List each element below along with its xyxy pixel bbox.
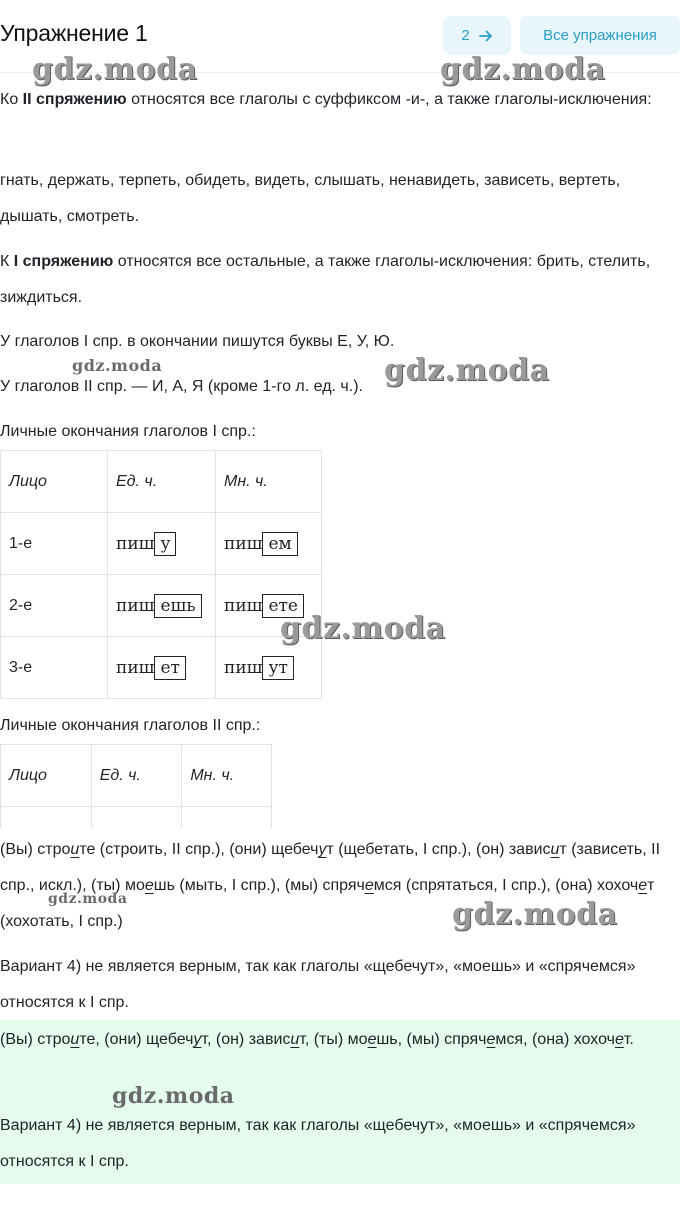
conjugation-table-1 <box>0 450 322 699</box>
table-header-singular: Ед. ч. <box>91 745 182 807</box>
table-cell-singular: пиш ет <box>108 637 216 699</box>
table-header-person: Лицо <box>1 745 92 807</box>
table-header-person: Лицо <box>1 451 108 513</box>
watermark-logo: gdz.moda <box>440 52 606 87</box>
table-row <box>1 513 322 575</box>
all-exercises-button[interactable]: Все упражнения <box>520 16 680 55</box>
page-title: Упражнение 1 <box>0 20 148 46</box>
arrow-right-icon <box>479 29 493 43</box>
table2-caption: Личные окончания глаголов II спр.: <box>0 717 261 734</box>
table-cell-person: 3-е <box>1 637 108 699</box>
table-cell-plural: пиш ут <box>216 637 322 699</box>
theory-paragraph-2: гнать, держать, терпеть, обидеть, видеть, слышать, ненавидеть, зависеть, вертеть, дышать, смотреть. <box>0 172 621 225</box>
theory-paragraph-1: Ко II спряжению относятся все глаголы с суффиксом -и-, а также глаголы-исключения: <box>0 91 652 108</box>
ending-box: ет <box>154 656 185 680</box>
theory-paragraph-4: У глаголов I спр. в окончании пишутся буквы Е, У, Ю. <box>0 333 395 350</box>
next-exercise-label: 2 <box>461 27 470 44</box>
next-exercise-button[interactable] <box>443 16 511 55</box>
ending-box: ете <box>262 594 304 618</box>
watermark-logo: gdz.moda <box>32 52 198 87</box>
watermark-logo: gdz.moda <box>72 356 163 375</box>
table-header-plural: Мн. ч. <box>216 451 322 513</box>
watermark-logo: gdz.moda <box>452 897 618 932</box>
watermark-logo: gdz.moda <box>48 891 128 907</box>
table2-clip <box>0 744 272 828</box>
theory-paragraph-3: К I спряжению относятся все остальные, а также глаголы-исключения: брить, стелить, зиждиться. <box>0 253 651 306</box>
answer-text-2: (Вы) строите, (они) щебечут, (он) зависит, (ты) моешь, (мы) спрячемся, (она) хохочет. <box>0 1031 634 1048</box>
ending-box: у <box>154 532 176 556</box>
answer-note-2: Вариант 4) не является верным, так как глаголы «щебечут», «моешь» и «спрячемся» относятся к I спр. <box>0 1117 636 1170</box>
table-cell-person: 2-е <box>1 575 108 637</box>
table1-caption: Личные окончания глаголов I спр.: <box>0 423 256 440</box>
table-cell-plural: пиш ем <box>216 513 322 575</box>
table-cell-singular: пиш ешь <box>108 575 216 637</box>
watermark-logo: gdz.moda <box>112 1083 235 1109</box>
conjugation-table-2 <box>0 744 272 828</box>
theory-paragraph-5: У глаголов II спр. — И, А, Я (кроме 1-го л. ед. ч.). <box>0 378 363 395</box>
table-cell-singular: пиш у <box>108 513 216 575</box>
answer-text-1: (Вы) строите (строить, II спр.), (они) щебечут (щебетать, I спр.), (он) зависит (зависеть, II спр., искл.), (ты) моешь (мыть, I спр.), (мы) спрячемся (спрятаться, I спр.), (она) хохочет (хохотать, I спр.) <box>0 832 675 940</box>
ending-box: ешь <box>154 594 201 618</box>
watermark-logo: gdz.moda <box>280 611 446 646</box>
table-row <box>1 637 322 699</box>
answer-note-1: Вариант 4) не является верным, так как глаголы «щебечут», «моешь» и «спрячемся» относятся к I спр. <box>0 958 636 1011</box>
watermark-logo: gdz.moda <box>384 353 550 388</box>
table-header-plural: Мн. ч. <box>182 745 272 807</box>
table-cell-person: 1-е <box>1 513 108 575</box>
table-row <box>1 575 322 637</box>
ending-box: ут <box>262 656 293 680</box>
ending-box: ем <box>262 532 297 556</box>
table-cell-plural: пиш ете <box>216 575 322 637</box>
table-header-singular: Ед. ч. <box>108 451 216 513</box>
